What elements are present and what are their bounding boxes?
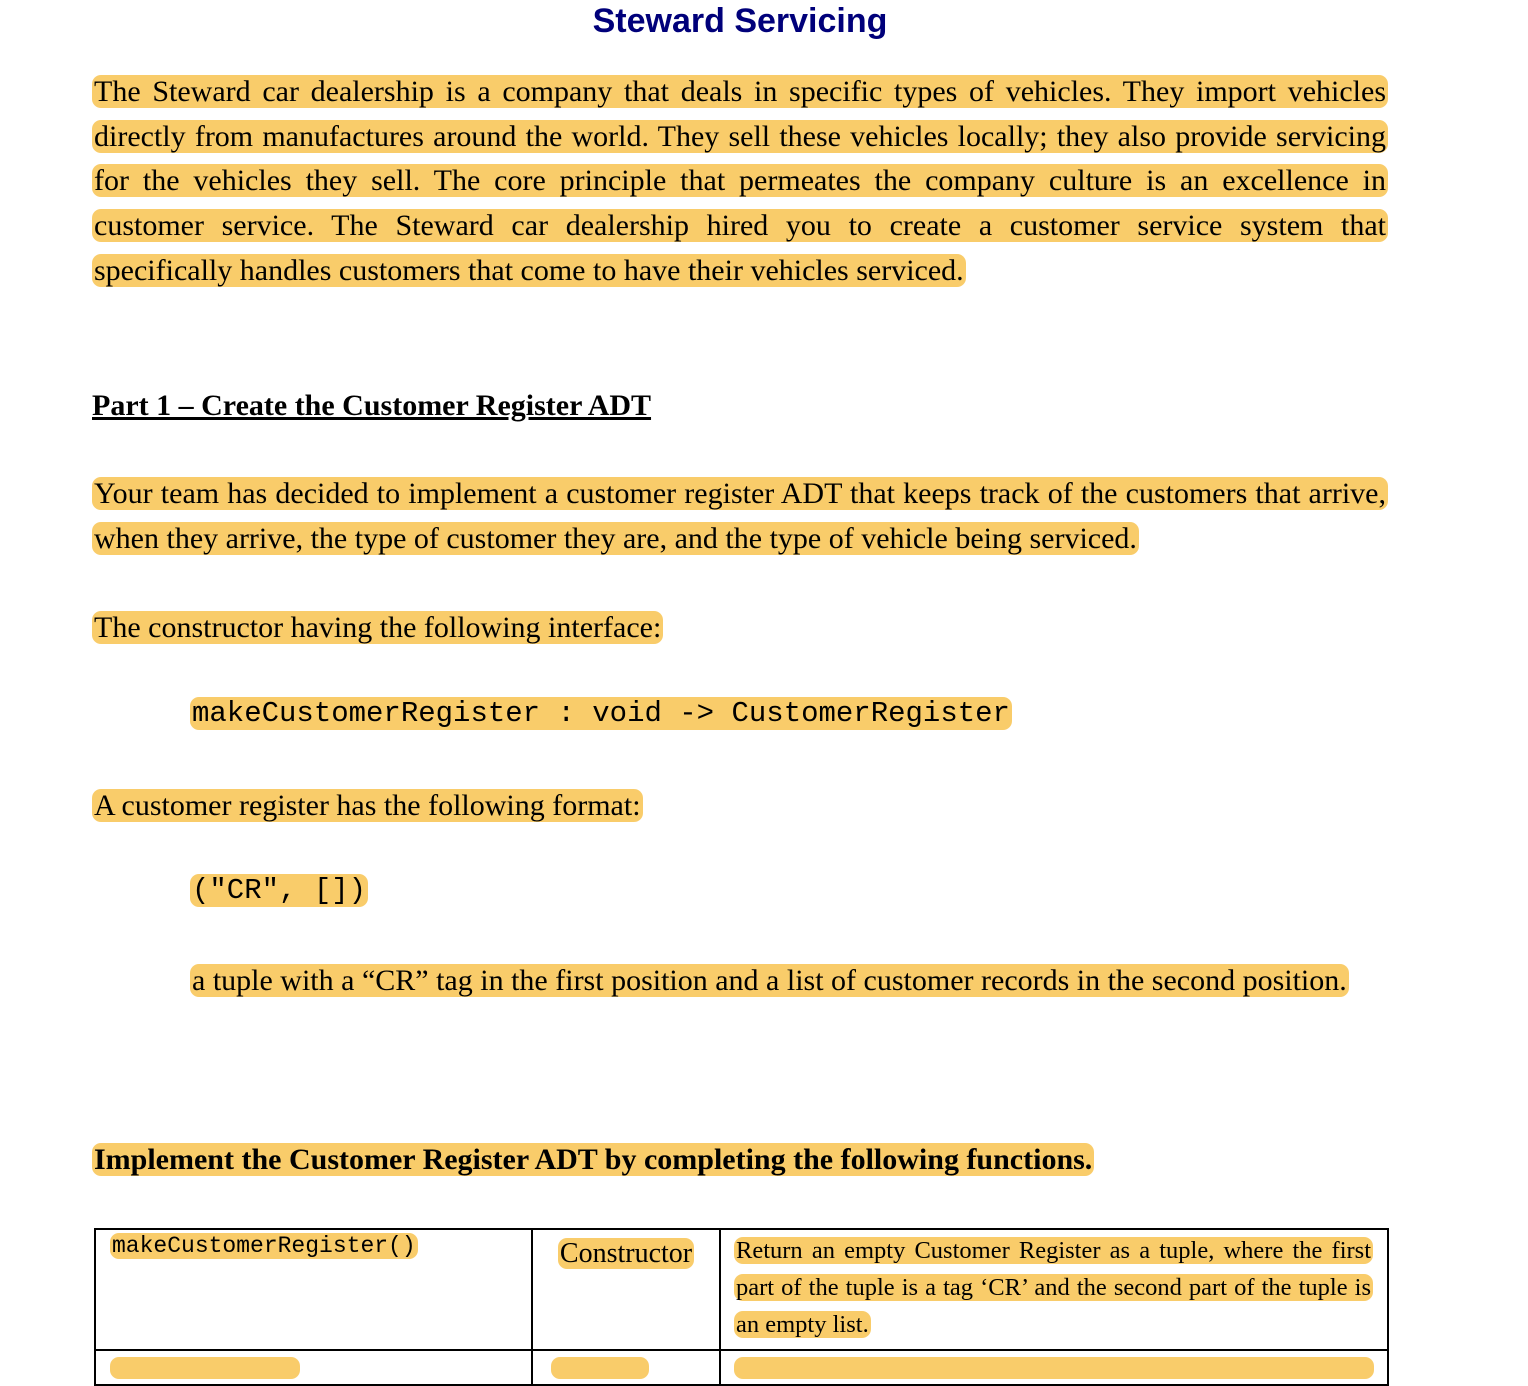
cutoff-highlight bbox=[734, 1357, 1374, 1379]
function-name: makeCustomerRegister() bbox=[112, 1233, 416, 1259]
implement-heading: Implement the Customer Register ADT by completing the following functions. bbox=[94, 1143, 1093, 1176]
format-description: a tuple with a “CR” tag in the first position and a list of customer records in the second position. bbox=[192, 964, 1347, 997]
cutoff-description-cell bbox=[720, 1350, 1388, 1385]
intro-paragraph: The Steward car dealership is a company that deals in specific types of vehicles. They import vehicles directly from manufactures around the world. They sell these vehicles locally; they also provide servicing for the vehicles they sell. The core principle that permeates the company culture is an excellence in customer service. The Steward car dealership hired you to create a customer service system that specifically handles customers that come to have their vehicles serviced. bbox=[94, 75, 1386, 287]
format-code: ("CR", []) bbox=[192, 874, 367, 907]
part1-heading: Part 1 – Create the Customer Register ADT bbox=[92, 389, 652, 422]
function-kind: Constructor bbox=[559, 1238, 693, 1269]
format-intro: A customer register has the following format: bbox=[94, 789, 641, 822]
function-description-cell bbox=[720, 1229, 1388, 1350]
functions-table bbox=[94, 1228, 1389, 1386]
cutoff-highlight bbox=[110, 1357, 300, 1379]
function-kind-cell bbox=[532, 1229, 720, 1350]
constructor-intro: The constructor having the following interface: bbox=[94, 611, 662, 644]
cutoff-kind-cell bbox=[532, 1350, 720, 1385]
function-name-cell bbox=[95, 1229, 532, 1350]
cutoff-highlight bbox=[551, 1357, 649, 1379]
document-title: Steward Servicing bbox=[592, 2, 888, 40]
constructor-signature: makeCustomerRegister : void -> CustomerRegister bbox=[192, 697, 1010, 730]
table-row-cutoff bbox=[95, 1350, 1388, 1385]
function-description: Return an empty Customer Register as a tuple, where the first part of the tuple is a tag ‘CR’ and the second part of the tuple is an empty list. bbox=[736, 1237, 1371, 1338]
cutoff-name-cell bbox=[95, 1350, 532, 1385]
team-paragraph: Your team has decided to implement a customer register ADT that keeps track of the customers that arrive, when they arrive, the type of customer they are, and the type of vehicle being serviced. bbox=[94, 477, 1386, 555]
table-row bbox=[95, 1229, 1388, 1350]
